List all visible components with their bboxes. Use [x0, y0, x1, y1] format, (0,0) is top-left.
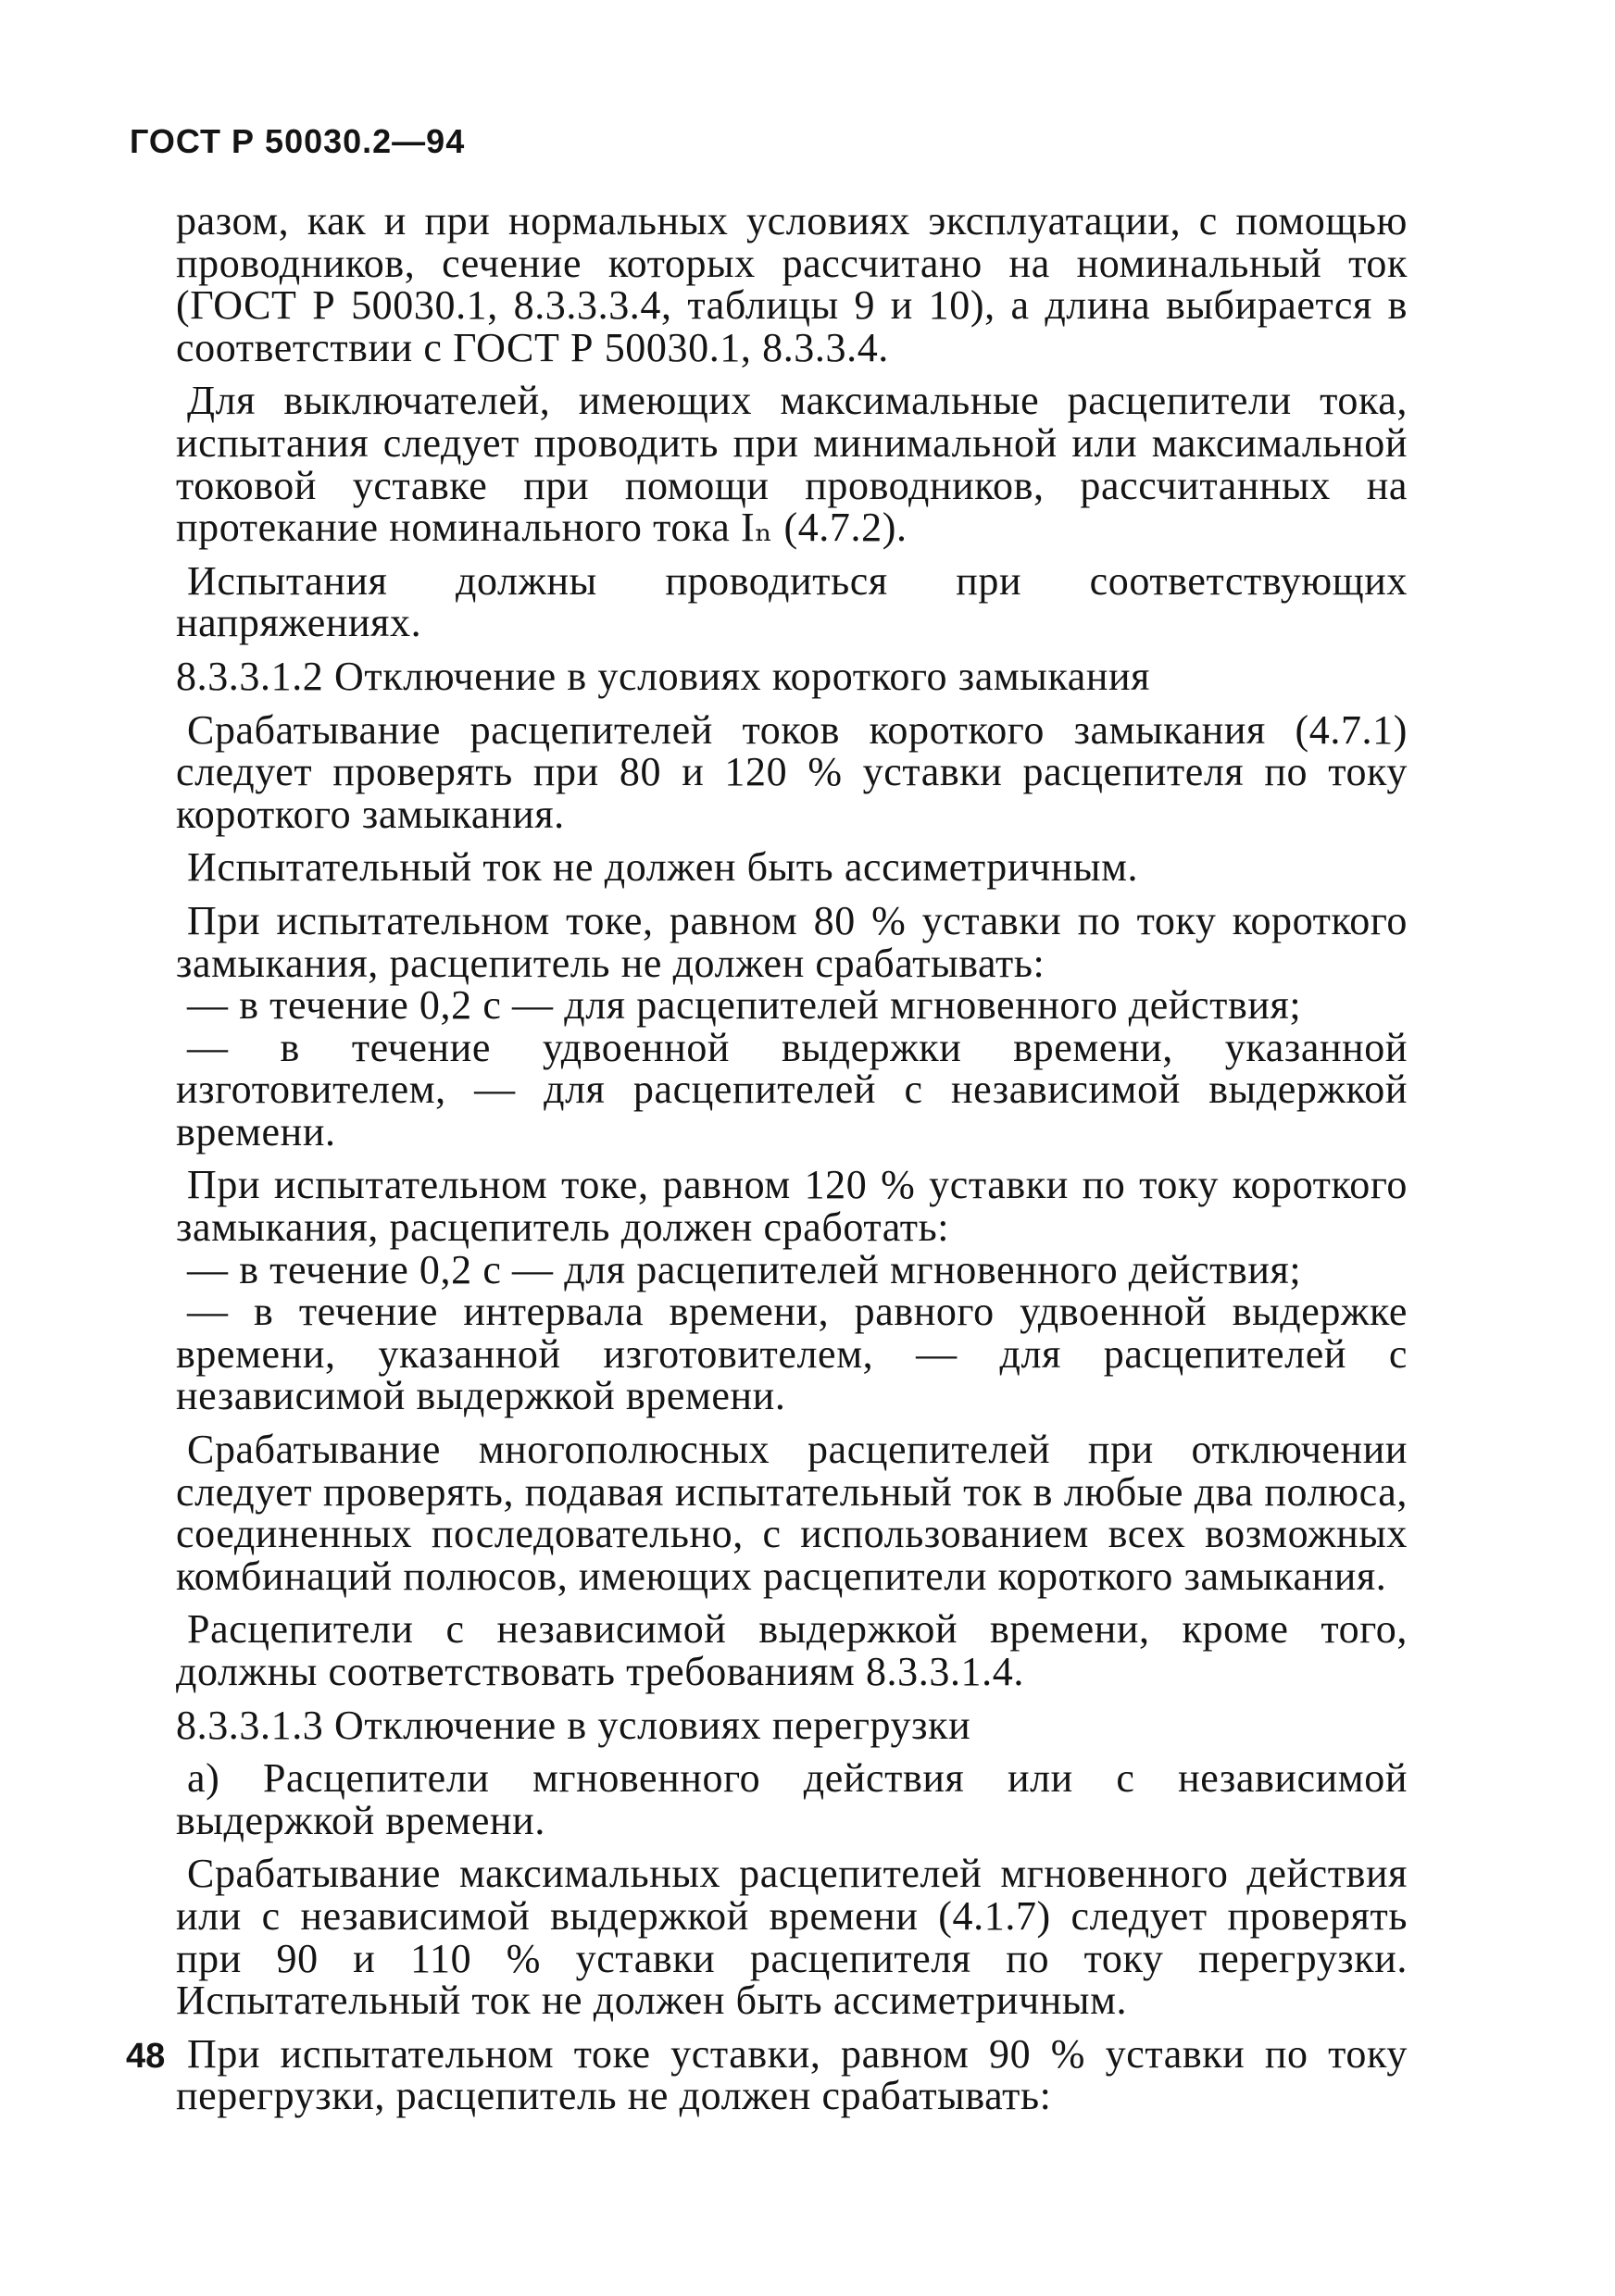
- page-number: 48: [126, 2037, 166, 2076]
- list-item: — в течение удвоенной выдержки времени, указанной изготовителем, — для расцепителей с независимой выдержкой времени.: [176, 1024, 1408, 1154]
- paragraph: Срабатывание максимальных расцепителей мгновенного действия или с независимой выдержкой времени (4.1.7) следует проверять при 90 и 110 % уставки расцепителя по току перегрузки. Испытательный ток не должен быть ассиметричным.: [176, 1851, 1408, 2024]
- list-item: — в течение интервала времени, равного удвоенной выдержке времени, указанной изготовителем, — для расцепителей с независимой выдержкой времени.: [176, 1289, 1408, 1419]
- section-heading: 8.3.3.1.3 Отключение в условиях перегрузки: [176, 1702, 971, 1748]
- section-heading: 8.3.3.1.2 Отключение в условиях короткого замыкания: [176, 653, 1151, 699]
- body-text: [176, 200, 1408, 2117]
- paragraph: а) Расцепители мгновенного действия или с независимой выдержкой времени.: [176, 1755, 1408, 1843]
- paragraph: Для выключателей, имеющих максимальные расцепители тока, испытания следует проводить при минимальной или максимальной токовой уставке при помощи проводников, рассчитанных на протекание номинального тока Iₙ (4.7.2).: [176, 378, 1408, 551]
- paragraph: Испытания должны проводиться при соответствующих напряжениях.: [176, 557, 1408, 646]
- page-header: ГОСТ Р 50030.2—94: [130, 122, 466, 160]
- paragraph: Расцепители с независимой выдержкой времени, кроме того, должны соответствовать требованиям 8.3.3.1.4.: [176, 1606, 1408, 1694]
- paragraph: При испытательном токе уставки, равном 90 % уставки по току перегрузки, расцепитель не должен срабатывать:: [176, 2030, 1408, 2119]
- paragraph: При испытательном токе, равном 120 % уставки по току короткого замыкания, расцепитель должен сработать:: [176, 1162, 1408, 1251]
- paragraph: разом, как и при нормальных условиях эксплуатации, с помощью проводников, сечение которых рассчитано на номинальный ток (ГОСТ Р 50030.1, 8.3.3.3.4, таблицы 9 и 10), а длина выбирается в соответствии с ГОСТ Р 50030.1, 8.3.3.4.: [176, 198, 1408, 370]
- paragraph: Испытательный ток не должен быть ассиметричным.: [187, 844, 1139, 891]
- list-item: — в течение 0,2 с — для расцепителей мгновенного действия;: [187, 1246, 1302, 1292]
- paragraph: Срабатывание многополюсных расцепителей при отключении следует проверять, подавая испытательный ток в любые два полюса, соединенных последовательно, с использованием всех возможных комбинаций полюсов, имеющих расцепители короткого замыкания.: [176, 1427, 1408, 1599]
- list-item: — в течение 0,2 с — для расцепителей мгновенного действия;: [187, 982, 1302, 1029]
- paragraph: При испытательном токе, равном 80 % уставки по току короткого замыкания, расцепитель не должен срабатывать:: [176, 897, 1408, 986]
- paragraph: Срабатывание расцепителей токов короткого замыкания (4.7.1) следует проверять при 80 и 120 % уставки расцепителя по току короткого замыкания.: [176, 706, 1408, 837]
